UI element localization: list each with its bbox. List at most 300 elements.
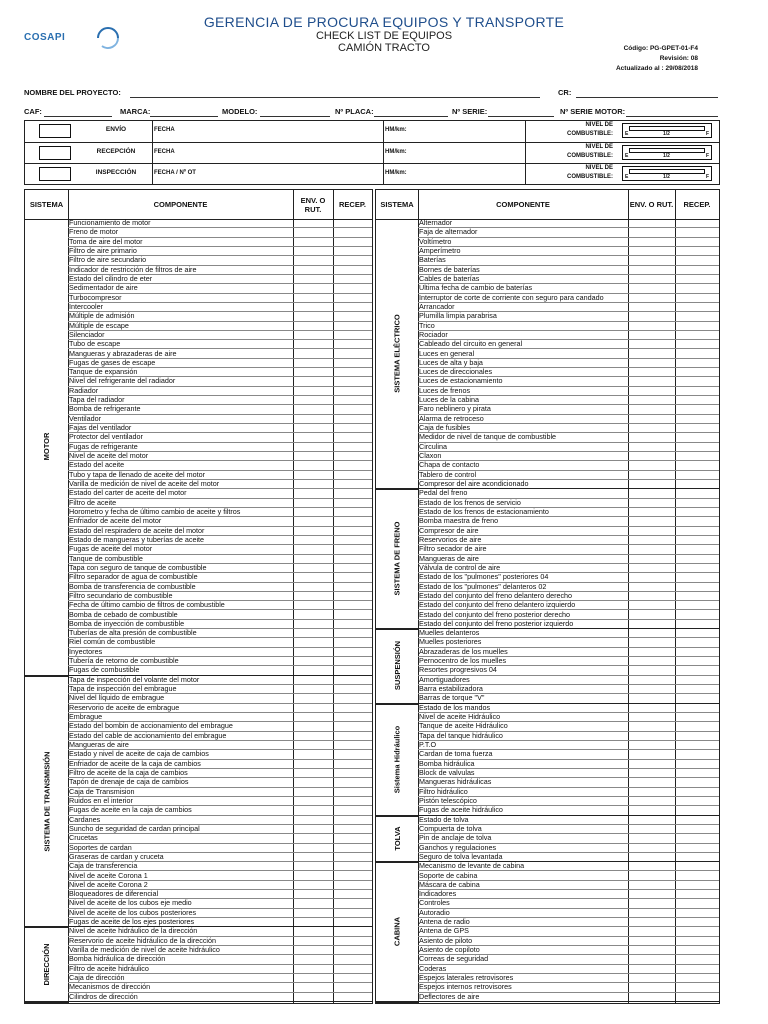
checklist-row[interactable] <box>68 899 372 908</box>
checklist-row[interactable] <box>68 545 372 554</box>
component-label: Nivel de aceite de los cubos posteriores <box>69 908 197 917</box>
component-label: Espejos laterales retrovisores <box>419 974 514 983</box>
checklist-row[interactable] <box>68 685 372 694</box>
section-name: MOTOR <box>42 432 51 461</box>
checklist-row[interactable] <box>68 368 372 377</box>
checklist-row[interactable] <box>68 983 372 992</box>
checklist-row[interactable] <box>418 275 719 284</box>
component-label: Soportes de cardan <box>69 843 132 852</box>
checklist-row[interactable] <box>68 443 372 452</box>
component-label: Turbocompresor <box>69 293 122 302</box>
checklist-table-right <box>375 189 720 1004</box>
checklist-row[interactable] <box>418 247 719 256</box>
checklist-row[interactable] <box>418 601 719 610</box>
component-label: Baterías <box>419 256 446 265</box>
checklist-row[interactable] <box>68 620 372 629</box>
checklist-row[interactable] <box>418 713 719 722</box>
checklist-row[interactable] <box>68 862 372 871</box>
checklist-row[interactable] <box>418 294 719 303</box>
checklist-row[interactable] <box>68 480 372 489</box>
label-serie: Nº SERIE: <box>452 107 488 116</box>
checklist-row[interactable] <box>68 676 372 685</box>
checklist-row[interactable] <box>418 340 719 349</box>
checklist-row[interactable] <box>68 340 372 349</box>
checklist-row[interactable] <box>68 312 372 321</box>
component-label: Filtro hidráulico <box>419 787 468 796</box>
section-name: Sistema Hidráulico <box>392 725 402 793</box>
checklist-row[interactable] <box>68 564 372 573</box>
component-label: Trico <box>419 321 435 330</box>
component-label: Estado de mangueras y tuberías de aceite <box>69 535 205 544</box>
header-sistema: SISTEMA <box>29 200 64 209</box>
cell-divider <box>383 143 384 164</box>
checklist-row[interactable] <box>68 489 372 498</box>
checklist-row[interactable] <box>68 228 372 237</box>
component-label: P.T.O <box>419 741 437 749</box>
component-label: Tablero de control <box>419 470 477 479</box>
field-serie-motor[interactable] <box>626 116 718 117</box>
checklist-row[interactable] <box>418 760 719 769</box>
checklist-row[interactable] <box>418 564 719 573</box>
control-row-name: INSPECCIÓN <box>95 169 137 176</box>
component-label: Block de valvulas <box>419 768 475 777</box>
checklist-row[interactable] <box>418 350 719 359</box>
component-label: Resortes progresivos 04 <box>419 666 497 675</box>
checklist-row[interactable] <box>418 834 719 843</box>
component-label: Voltímetro <box>419 237 452 246</box>
checklist-row[interactable] <box>68 778 372 787</box>
component-label: Estado del cilindro de eter <box>69 274 153 283</box>
cell-divider <box>152 121 153 142</box>
checklist-row[interactable] <box>68 806 372 815</box>
checklist-row[interactable] <box>68 834 372 843</box>
checklist-row[interactable] <box>418 377 719 386</box>
checklist-row[interactable] <box>68 909 372 918</box>
checklist-row[interactable] <box>68 573 372 582</box>
component-label: Pistón telescópico <box>419 796 477 805</box>
component-label: Estado del conjunto del freno posterior derecho <box>419 610 571 619</box>
component-label: Amortiguadores <box>419 675 470 684</box>
section-name: SISTEMA ELÉCTRICO <box>392 314 402 393</box>
checklist-row[interactable] <box>418 508 719 517</box>
checklist-row[interactable] <box>418 592 719 601</box>
section-divider <box>25 1001 372 1002</box>
checklist-row[interactable] <box>418 825 719 834</box>
checklist-row[interactable] <box>418 657 719 666</box>
checklist-row[interactable] <box>68 284 372 293</box>
checklist-row[interactable] <box>68 424 372 433</box>
checklist-row[interactable] <box>418 881 719 890</box>
component-label: Indicador de restricción de filtros de aire <box>69 265 197 274</box>
checklist-row[interactable] <box>68 452 372 461</box>
component-label: Cableado del circuito en general <box>419 340 523 349</box>
checklist-row[interactable] <box>68 461 372 470</box>
checklist-row[interactable] <box>68 387 372 396</box>
checklist-row[interactable] <box>68 694 372 703</box>
checklist-row[interactable] <box>418 750 719 759</box>
checklist-row[interactable] <box>418 555 719 564</box>
checklist-row[interactable] <box>418 844 719 853</box>
checklist-row[interactable] <box>418 545 719 554</box>
component-label: Chapa de contacto <box>419 461 480 470</box>
checklist-row[interactable] <box>68 927 372 936</box>
checklist-row[interactable] <box>68 219 372 228</box>
checklist-row[interactable] <box>418 396 719 405</box>
checklist-row[interactable] <box>418 583 719 592</box>
checklist-row[interactable] <box>418 387 719 396</box>
checklist-row[interactable] <box>68 844 372 853</box>
fuel-gauge[interactable] <box>622 145 712 160</box>
checklist-row[interactable] <box>68 853 372 862</box>
checklist-row[interactable] <box>418 433 719 442</box>
component-label: Cilindros de dirección <box>69 992 138 1001</box>
checklist-row[interactable] <box>418 368 719 377</box>
component-label: Interruptor de corte de corriente con seguro para candado <box>419 293 604 302</box>
component-label: Alarma de retroceso <box>419 414 484 423</box>
gauge-empty: E <box>625 174 629 180</box>
combustible-label: COMBUSTIBLE: <box>567 174 613 180</box>
checklist-row[interactable] <box>68 499 372 508</box>
checklist-row[interactable] <box>68 750 372 759</box>
checklist-row[interactable] <box>418 890 719 899</box>
component-label: Intercooler <box>69 302 103 311</box>
component-label: Mangueras de aire <box>69 741 129 749</box>
checklist-row[interactable] <box>418 499 719 508</box>
component-label: Funcionamiento de motor <box>69 219 151 227</box>
checklist-row[interactable] <box>68 405 372 414</box>
checklist-row[interactable] <box>418 415 719 424</box>
component-label: Soporte de cabina <box>419 871 478 880</box>
checklist-row[interactable] <box>68 471 372 480</box>
checklist-row[interactable] <box>68 266 372 275</box>
component-label: Arrancador <box>419 302 455 311</box>
checklist-row[interactable] <box>418 219 719 228</box>
checklist-row[interactable] <box>68 955 372 964</box>
component-label: Cardan de toma fuerza <box>419 750 493 759</box>
checklist-row[interactable] <box>68 275 372 284</box>
component-label: Tubo de escape <box>69 340 121 349</box>
component-label: Antena de GPS <box>419 927 469 936</box>
section-right_sections-5 <box>376 862 418 1003</box>
checklist-row[interactable] <box>418 899 719 908</box>
checklist-row[interactable] <box>418 983 719 992</box>
component-label: Antena de radio <box>419 918 470 927</box>
checklist-row[interactable] <box>418 536 719 545</box>
fuel-gauge[interactable] <box>622 123 712 138</box>
checklist-row[interactable] <box>68 638 372 647</box>
checklist-row[interactable] <box>68 816 372 825</box>
gauge-half: 1/2 <box>663 174 670 180</box>
checklist-row[interactable] <box>418 722 719 731</box>
check-box[interactable] <box>39 146 71 160</box>
checklist-row[interactable] <box>418 927 719 936</box>
checklist-row[interactable] <box>418 405 719 414</box>
checklist-row[interactable] <box>418 312 719 321</box>
control-row-name: RECEPCIÓN <box>96 148 136 155</box>
checklist-row[interactable] <box>68 555 372 564</box>
checklist-row[interactable] <box>418 238 719 247</box>
component-label: Bomba de cebado de combustible <box>69 610 178 619</box>
checklist-row[interactable] <box>68 722 372 731</box>
component-label: Tapa con seguro de tanque de combustible <box>69 563 207 572</box>
checklist-row[interactable] <box>418 648 719 657</box>
checklist-row[interactable] <box>68 377 372 386</box>
component-label: Luces de direccionales <box>419 368 493 377</box>
component-label: Bloqueadores de diferencial <box>69 890 159 899</box>
checklist-row[interactable] <box>418 461 719 470</box>
component-label: Estado del carter de aceite del motor <box>69 489 187 498</box>
checklist-row[interactable] <box>68 704 372 713</box>
checklist-row[interactable] <box>418 629 719 638</box>
component-label: Ruidos en el interior <box>69 796 133 805</box>
component-label: Filtro de aire secundario <box>69 256 147 265</box>
component-label: Fugas de refrigerante <box>69 442 138 451</box>
checklist-row[interactable] <box>68 611 372 620</box>
component-label: Reservorio de aceite hidráulico de la dirección <box>69 936 217 945</box>
checklist-row[interactable] <box>68 872 372 881</box>
component-label: Mecanismos de dirección <box>69 983 151 992</box>
section-divider <box>376 1001 719 1002</box>
checklist-row[interactable] <box>418 666 719 675</box>
component-label: Coderas <box>419 964 447 973</box>
field-cr[interactable] <box>576 97 718 98</box>
checklist-row[interactable] <box>68 238 372 247</box>
component-label: Varilla de medición de nivel de aceite hidráulico <box>69 946 220 955</box>
checklist-row[interactable] <box>68 247 372 256</box>
checklist-row[interactable] <box>68 583 372 592</box>
component-label: Tapa de inspección del volante del motor <box>69 675 200 684</box>
component-label: Bomba de refrigerante <box>69 405 141 414</box>
control-row <box>25 163 719 185</box>
component-label: Tapa del radiador <box>69 396 125 405</box>
component-label: Inyectores <box>69 647 103 656</box>
component-label: Fugas de aceite en la caja de cambios <box>69 806 192 815</box>
component-label: Tapón de drenaje de caja de cambios <box>69 778 189 787</box>
checklist-row[interactable] <box>418 797 719 806</box>
cell-divider <box>152 164 153 185</box>
checklist-row[interactable] <box>418 741 719 750</box>
field-proyecto[interactable] <box>130 97 540 98</box>
component-label: Caja de Transmision <box>69 787 135 796</box>
checklist-row[interactable] <box>418 256 719 265</box>
component-label: Caja de transferencia <box>69 862 138 871</box>
section-name: DIRECCIÓN <box>42 943 51 986</box>
checklist-row[interactable] <box>418 638 719 647</box>
component-label: Embrague <box>69 713 103 722</box>
checklist-row[interactable] <box>68 825 372 834</box>
component-label: Fajas del ventilador <box>69 424 132 433</box>
checklist-row[interactable] <box>68 527 372 536</box>
checklist-row[interactable] <box>418 611 719 620</box>
section-left_sections-0 <box>25 219 68 677</box>
checklist-row[interactable] <box>68 965 372 974</box>
checklist-row[interactable] <box>68 648 372 657</box>
checklist-row[interactable] <box>418 331 719 340</box>
checklist-row[interactable] <box>68 769 372 778</box>
checklist-row[interactable] <box>68 760 372 769</box>
checklist-row[interactable] <box>68 601 372 610</box>
component-label: Nivel de aceite de los cubos eje medio <box>69 899 192 908</box>
checklist-row[interactable] <box>418 946 719 955</box>
component-label: Estado de los "pulmones" posteriores 04 <box>419 573 549 582</box>
checklist-row[interactable] <box>418 517 719 526</box>
checklist-row[interactable] <box>418 322 719 331</box>
fuel-gauge[interactable] <box>622 166 712 181</box>
component-label: Nivel de aceite Corona 1 <box>69 871 148 880</box>
checklist-row[interactable] <box>418 955 719 964</box>
component-label: Estado del conjunto del freno posterior izquierdo <box>419 619 574 628</box>
component-label: Filtro separador de agua de combustible <box>69 573 198 582</box>
component-label: Luces de estacionamiento <box>419 377 503 386</box>
label-proyecto: NOMBRE DEL PROYECTO: <box>24 88 121 97</box>
header-recep: RECEP. <box>683 200 711 209</box>
checklist-row[interactable] <box>418 573 719 582</box>
cell-divider <box>152 143 153 164</box>
checklist-row[interactable] <box>418 732 719 741</box>
component-label: Horometro y fecha de último cambio de aceite y filtros <box>69 507 241 516</box>
gauge-empty: E <box>625 131 629 137</box>
checklist-row[interactable] <box>68 937 372 946</box>
logo-text: COSAPI <box>24 32 66 43</box>
component-label: Tanque de combustible <box>69 554 143 563</box>
checklist-row[interactable] <box>418 704 719 713</box>
checklist-row[interactable] <box>418 862 719 871</box>
checklist-row[interactable] <box>418 228 719 237</box>
field-modelo[interactable] <box>260 116 330 117</box>
checklist-row[interactable] <box>418 471 719 480</box>
check-box[interactable] <box>39 124 71 138</box>
checklist-row[interactable] <box>68 433 372 442</box>
nivel-label: NIVEL DE <box>585 122 613 128</box>
component-label: Estado del conjunto del freno delantero izquierdo <box>419 601 576 610</box>
checklist-row[interactable] <box>418 676 719 685</box>
component-label: Bomba maestra de freno <box>419 517 499 526</box>
component-label: Fugas de aceite del motor <box>69 545 153 554</box>
label-marca: MARCA: <box>120 107 151 116</box>
checklist-row[interactable] <box>68 592 372 601</box>
checklist-row[interactable] <box>68 415 372 424</box>
section-left_sections-1 <box>25 676 68 929</box>
component-label: Protector del ventilador <box>69 433 143 442</box>
component-label: Radiador <box>69 386 99 395</box>
checklist-row[interactable] <box>418 816 719 825</box>
revision: Revisión: 08 <box>659 55 698 62</box>
checklist-row[interactable] <box>68 536 372 545</box>
checklist-row[interactable] <box>418 965 719 974</box>
checklist-row[interactable] <box>68 508 372 517</box>
checklist-row[interactable] <box>68 974 372 983</box>
checklist-row[interactable] <box>418 527 719 536</box>
component-label: Nivel de aceite hidráulico de la dirección <box>69 927 198 936</box>
component-label: Máscara de cabina <box>419 880 480 889</box>
field-serie[interactable] <box>488 116 554 117</box>
checklist-row[interactable] <box>68 741 372 750</box>
component-label: Bomba hidráulica de dirección <box>69 955 166 964</box>
checklist-row[interactable] <box>418 685 719 694</box>
component-label: Plumilla limpia parabrisa <box>419 312 497 321</box>
checklist-row[interactable] <box>68 732 372 741</box>
checklist-row[interactable] <box>68 517 372 526</box>
checklist-row[interactable] <box>68 797 372 806</box>
checklist-row[interactable] <box>418 303 719 312</box>
field-caf[interactable] <box>44 116 112 117</box>
component-label: Riel común de combustible <box>69 638 156 647</box>
checklist-row[interactable] <box>68 294 372 303</box>
checklist-row[interactable] <box>68 881 372 890</box>
checklist-row[interactable] <box>418 359 719 368</box>
component-label: Múltiple de admisión <box>69 312 135 321</box>
header-env: ENV. O RUT. <box>300 195 326 214</box>
component-label: Faro neblinero y pirata <box>419 405 491 414</box>
component-label: Filtro de aire primario <box>69 246 137 255</box>
checklist-row[interactable] <box>68 396 372 405</box>
checklist-row[interactable] <box>418 284 719 293</box>
checklist-row[interactable] <box>418 909 719 918</box>
component-label: Estado de los frenos de estacionamiento <box>419 507 549 516</box>
component-label: Tanque de expansión <box>69 368 138 377</box>
checklist-row[interactable] <box>68 303 372 312</box>
component-label: Nivel del refrigerante del radiador <box>69 377 176 386</box>
field-placa[interactable] <box>374 116 448 117</box>
checklist-row[interactable] <box>68 629 372 638</box>
component-label: Cardanes <box>69 815 101 824</box>
gauge-full: F <box>705 131 709 137</box>
label-modelo: MODELO: <box>222 107 258 116</box>
checklist-row[interactable] <box>68 359 372 368</box>
checklist-row[interactable] <box>418 918 719 927</box>
checklist-row[interactable] <box>68 788 372 797</box>
cell-divider <box>525 164 526 185</box>
checklist-row[interactable] <box>68 350 372 359</box>
checklist-row[interactable] <box>418 266 719 275</box>
checklist-row[interactable] <box>418 872 719 881</box>
hm-label: HM/km: <box>385 127 407 133</box>
component-label: Muelles delanteros <box>419 629 480 638</box>
control-row <box>25 121 719 142</box>
checklist-row[interactable] <box>68 657 372 666</box>
checklist-row[interactable] <box>418 778 719 787</box>
checklist-row[interactable] <box>418 489 719 498</box>
check-box[interactable] <box>39 167 71 181</box>
checklist-row[interactable] <box>68 331 372 340</box>
checklist-row[interactable] <box>418 452 719 461</box>
component-label: Varilla de medición de nivel de aceite del motor <box>69 480 220 488</box>
component-label: Suncho de seguridad de cardan principal <box>69 824 200 833</box>
checklist-row[interactable] <box>418 443 719 452</box>
checklist-row[interactable] <box>68 713 372 722</box>
checklist-row[interactable] <box>418 788 719 797</box>
combustible-label: COMBUSTIBLE: <box>567 153 613 159</box>
checklist-row[interactable] <box>418 769 719 778</box>
checklist-row[interactable] <box>68 256 372 265</box>
component-label: Fugas de aceite de los ejes posteriores <box>69 918 195 927</box>
checklist-row[interactable] <box>68 890 372 899</box>
component-label: Caja de dirección <box>69 974 125 983</box>
checklist-row[interactable] <box>418 937 719 946</box>
document-codes <box>616 44 698 74</box>
control-row-name: ENVÍO <box>105 126 127 133</box>
field-marca[interactable] <box>150 116 218 117</box>
checklist-row[interactable] <box>68 946 372 955</box>
component-label: Reservorios de aire <box>419 535 482 544</box>
hm-label: HM/km: <box>385 170 407 176</box>
fecha-label: FECHA <box>154 149 175 155</box>
section-right_sections-1 <box>376 489 418 630</box>
component-label: Tanque de aceite Hidráulico <box>419 722 508 731</box>
checklist-row[interactable] <box>68 322 372 331</box>
checklist-row[interactable] <box>418 974 719 983</box>
checklist-row[interactable] <box>418 424 719 433</box>
